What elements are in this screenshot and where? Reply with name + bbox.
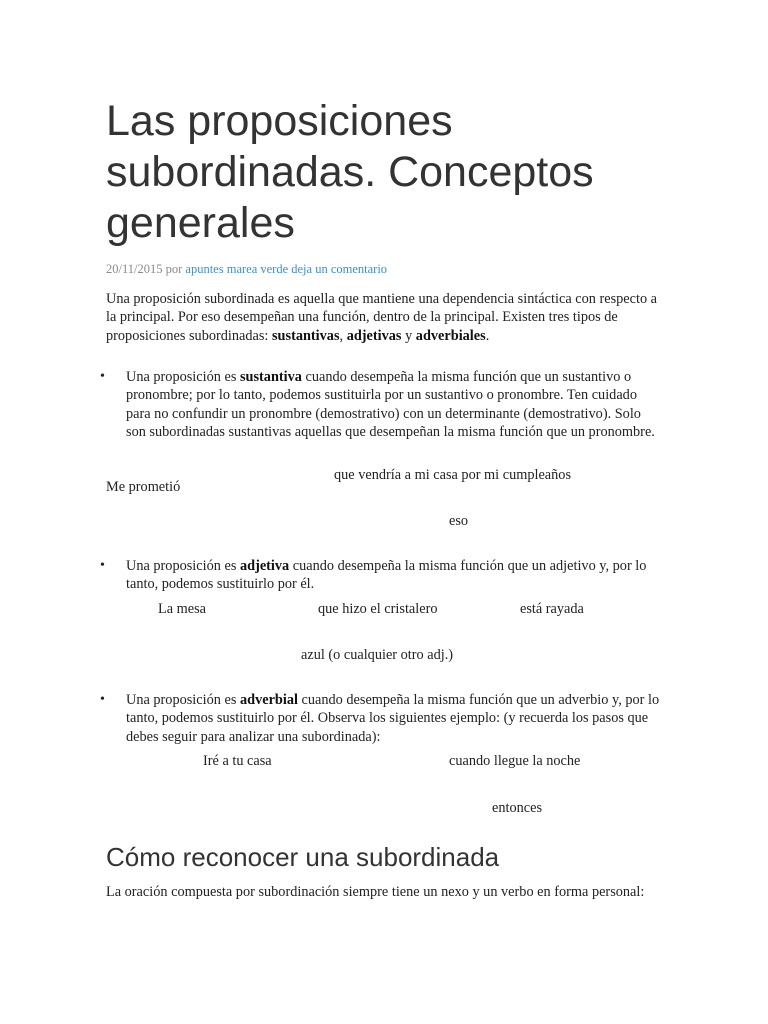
bullet-adverbial: Una proposición es adverbial cuando desempeña la misma función que un adverbio y, por lo tanto, podemos sustituirlo por él. Observa los siguientes ejemplo: (y recuerda los pasos que debes seguir para analizar una subordinada): — [126, 692, 660, 745]
bullet-marker: • — [100, 558, 105, 573]
bullet-adjetiva: Una proposición es adjetiva cuando desempeña la misma función que un adjetivo y, por lo tanto, podemos sustituirlo por él. — [126, 558, 647, 593]
article-title: Las proposiciones subordinadas. Conceptos generales — [106, 97, 594, 247]
example3-main: Iré a tu casa — [203, 753, 272, 769]
term-adjetiva: adjetiva — [239, 558, 290, 574]
example2-main-start: La mesa — [158, 601, 207, 617]
example3-subordinate: cuando llegue la noche — [449, 753, 581, 769]
example1-subordinate: que vendría a mi casa por mi cumpleaños — [334, 467, 572, 483]
term-sustantivas: sustantivas — [271, 327, 340, 344]
bullet-marker: • — [100, 369, 105, 384]
bullet-sustantiva: Una proposición es sustantiva cuando desempeña la misma función que un sustantivo o pronombre; por lo tanto, podemos sustituirla por un sustantivo o pronombre. Ten cuidado para no confundir un pronombre (demostrativo) con un determinante (demostrativo). Solo son subordinadas sustantivas aquellas que desempeñan la misma función que un pronombre. — [126, 369, 655, 441]
term-adverbial: adverbial — [239, 692, 298, 708]
example2-subordinate: que hizo el cristalero — [318, 601, 438, 617]
term-sustantiva: sustantiva — [239, 369, 302, 385]
post-meta — [106, 262, 387, 277]
example3-replacement: entonces — [492, 800, 543, 816]
post-date: 20/11/2015 — [106, 262, 163, 276]
example1-main: Me prometió — [106, 479, 181, 495]
post-by: por — [165, 262, 183, 276]
term-adjetivas: adjetivas — [346, 327, 402, 344]
section-heading: Cómo reconocer una subordinada — [106, 842, 500, 872]
bullet-marker: • — [100, 692, 105, 707]
author-comment-link[interactable]: apuntes marea verde deja un comentario — [185, 262, 388, 276]
section-paragraph: La oración compuesta por subordinación siempre tiene un nexo y un verbo en forma personal: — [106, 884, 645, 900]
example2-main-end: está rayada — [520, 601, 584, 617]
example1-replacement: eso — [449, 513, 469, 529]
example2-replacement: azul (o cualquier otro adj.) — [301, 647, 454, 663]
term-adverbiales: adverbiales — [415, 327, 486, 344]
intro-paragraph: Una proposición subordinada es aquella que mantiene una dependencia sintáctica con respecto a la principal. Por eso desempeñan una función, dentro de la principal. Existen tres tipos de proposiciones subordinadas: sustantivas, adjetivas y adverbiales. — [106, 291, 658, 344]
